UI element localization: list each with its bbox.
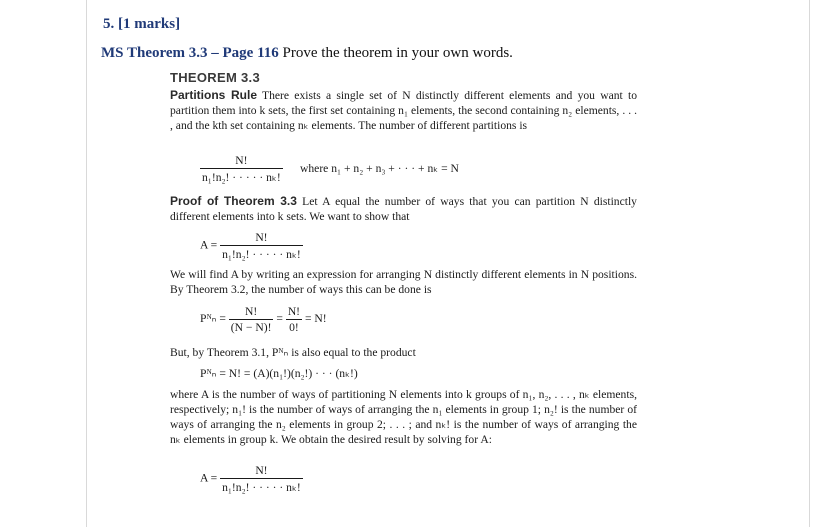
proof-intro	[170, 194, 637, 224]
eq4-lhs: A =	[200, 471, 218, 485]
eq4-fraction	[220, 464, 303, 494]
eq2-equals: =	[276, 312, 283, 326]
proof-intro-text: Let A equal the number of ways that you can partition N distinctly different elements into k sets. We want to show that	[170, 195, 637, 223]
eq1-fraction	[220, 231, 303, 261]
eq4-numerator: N!	[220, 464, 303, 479]
question-number: 5. [1 marks]	[103, 16, 181, 32]
eq1-numerator: N!	[220, 231, 303, 246]
formula-fraction	[200, 154, 283, 184]
eq2-numerator-1: N!	[229, 305, 274, 320]
question-line	[101, 45, 513, 62]
right-border	[809, 0, 810, 527]
theorem-formula	[200, 154, 283, 184]
theorem-reference: MS Theorem 3.3 – Page 116	[101, 45, 279, 61]
formula-condition: where n₁ + n₂ + n₃ + · · · + nₖ = N	[300, 162, 459, 175]
proof-heading: Proof of Theorem 3.3	[170, 194, 297, 208]
formula-numerator: N!	[200, 154, 283, 169]
eq2-denominator-1: (N − N)!	[230, 321, 272, 334]
formula-denominator: n₁!n₂! · · · · · nₖ!	[202, 171, 281, 184]
rule-name: Partitions Rule	[170, 88, 258, 102]
proof-paragraph-2: We will find A by writing an expression for arranging N distinctly different elements in N positions. By Theorem 3.2, the number of ways this can be done is	[170, 268, 637, 296]
eq1-denominator: n₁!n₂! · · · · · nₖ!	[222, 248, 301, 261]
proof-paragraph-4: where A is the number of ways of partitioning N elements into k groups of n₁, n₂, . . . , nₖ elements, respectively; n₁! is the number of ways of arranging the n₁ elements in group 1; n₂! is the number of ways of arranging the n₂ elements in group 2; . . . ; and nₖ! is the number of ways of arranging the nₖ elements in group k. We obtain the desired result by solving for A:	[170, 388, 637, 446]
eq2-fraction-2	[286, 305, 302, 334]
equation-4	[200, 464, 303, 494]
eq4-denominator: n₁!n₂! · · · · · nₖ!	[222, 481, 301, 494]
left-border	[86, 0, 87, 527]
question-prompt: Prove the theorem in your own words.	[278, 45, 513, 61]
theorem-statement	[170, 88, 637, 133]
theorem-title: THEOREM 3.3	[170, 70, 260, 85]
eq2-numerator-2: N!	[287, 305, 301, 318]
eq2-fraction-1	[229, 305, 274, 334]
equation-3: Pᴺₙ = N! = (A)(n₁!)(n₂!) · · · (nₖ!)	[200, 367, 358, 380]
eq2-lhs: Pᴺₙ =	[200, 312, 226, 326]
eq2-denominator-2: 0!	[289, 321, 299, 334]
proof-paragraph-3: But, by Theorem 3.1, Pᴺₙ is also equal to the product	[170, 346, 416, 359]
eq2-rhs: = N!	[304, 312, 327, 326]
equation-2	[200, 305, 327, 334]
eq1-lhs: A =	[200, 238, 218, 252]
statement-text: There exists a single set of N distinctly different elements and you want to partition them into k sets, the first set containing n₁ elements, the second containing n₂ elements, . . . , and the kth set containing nₖ elements. The number of different partitions is	[170, 89, 637, 132]
equation-1	[200, 231, 303, 261]
